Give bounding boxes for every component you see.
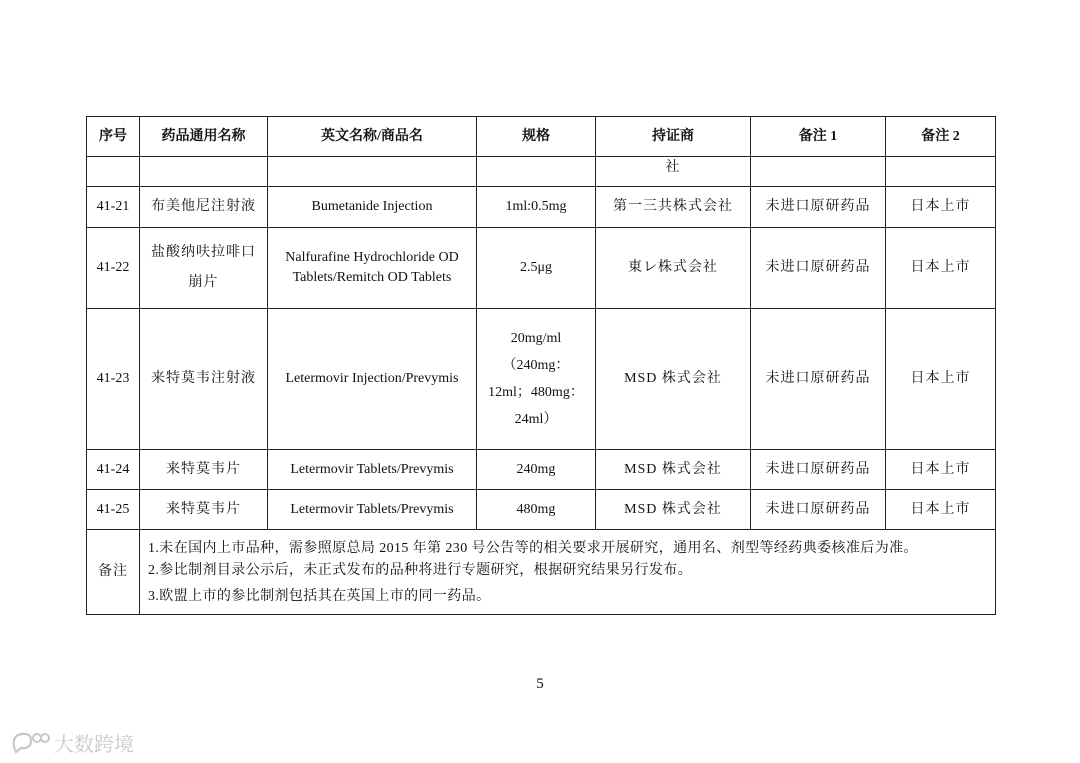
note-line: 1.未在国内上市品种，需参照原总局 2015 年第 230 号公告等的相关要求开展研究，通用名、剂型等经药典委核准后为准。 (148, 541, 918, 556)
generic-name-line: 盐酸纳呋拉啡口 (151, 245, 256, 260)
note1-cell: 未进口原研药品 (751, 490, 886, 530)
header-serial-no: 序号 (87, 117, 140, 157)
header-spec: 规格 (477, 117, 596, 157)
chat-bubble-icon (10, 729, 50, 755)
table-row-continuation (87, 157, 996, 187)
holder-cell: MSD 株式会社 (596, 309, 751, 450)
page-number: 5 (536, 676, 544, 692)
header-generic-name: 药品通用名称 (140, 117, 268, 157)
serial-no-cell: 41-24 (87, 450, 140, 490)
serial-no-cell: 41-23 (87, 309, 140, 450)
holder-cell: 第一三共株式会社 (596, 187, 751, 228)
generic-name-cell: 来特莫韦片 (140, 490, 268, 530)
english-name-cell: Bumetanide Injection (268, 187, 477, 228)
holder-cell: 社 (596, 157, 751, 187)
generic-name-line: 崩片 (188, 275, 219, 290)
note-line: 2.参比制剂目录公示后，未正式发布的品种将进行专题研究，根据研究结果另行发布。 (148, 563, 693, 578)
generic-name-cell (140, 228, 268, 309)
generic-name-cell: 来特莫韦注射液 (140, 309, 268, 450)
note2-cell: 日本上市 (886, 490, 996, 530)
spec-cell (477, 309, 596, 450)
spec-line: 24ml） (514, 412, 558, 427)
table-row (87, 490, 996, 530)
note1-cell: 未进口原研药品 (751, 309, 886, 450)
note1-cell: 未进口原研药品 (751, 450, 886, 490)
generic-name-cell: 来特莫韦片 (140, 450, 268, 490)
header-note2: 备注 2 (886, 117, 996, 157)
note2-cell: 日本上市 (886, 187, 996, 228)
note2-cell: 日本上市 (886, 450, 996, 490)
reference-drug-table (86, 116, 996, 615)
spec-line: 12ml；480mg： (488, 385, 584, 400)
english-name-cell: Nalfurafine Hydrochloride OD Tablets/Remitch OD Tablets (268, 228, 477, 309)
spec-cell: 2.5μg (477, 228, 596, 309)
note2-cell: 日本上市 (886, 228, 996, 309)
serial-no-cell: 41-25 (87, 490, 140, 530)
watermark-text: 大数跨境 (54, 731, 134, 756)
spec-line: 20mg/ml (510, 331, 562, 346)
serial-no-cell: 41-21 (87, 187, 140, 228)
serial-no-cell: 41-22 (87, 228, 140, 309)
note1-cell: 未进口原研药品 (751, 187, 886, 228)
spec-cell: 480mg (477, 490, 596, 530)
english-name-cell: Letermovir Injection/Prevymis (268, 309, 477, 450)
note2-cell: 日本上市 (886, 309, 996, 450)
header-note1: 备注 1 (751, 117, 886, 157)
header-english-name: 英文名称/商品名 (268, 117, 477, 157)
spec-line: （240mg： (502, 358, 570, 373)
holder-cell: MSD 株式会社 (596, 450, 751, 490)
holder-cell: MSD 株式会社 (596, 490, 751, 530)
spec-cell: 240mg (477, 450, 596, 490)
notes-label: 备注 (87, 530, 140, 615)
table-row (87, 187, 996, 228)
note1-cell: 未进口原研药品 (751, 228, 886, 309)
holder-cell: 東レ株式会社 (596, 228, 751, 309)
english-name-cell: Letermovir Tablets/Prevymis (268, 450, 477, 490)
notes-content (140, 530, 996, 615)
table-row (87, 228, 996, 309)
notes-row (87, 530, 996, 615)
table-row (87, 309, 996, 450)
table-row (87, 450, 996, 490)
table-header-row (87, 117, 996, 157)
generic-name-cell: 布美他尼注射液 (140, 187, 268, 228)
spec-cell: 1ml:0.5mg (477, 187, 596, 228)
watermark (10, 728, 134, 756)
english-name-cell: Letermovir Tablets/Prevymis (268, 490, 477, 530)
header-holder: 持证商 (596, 117, 751, 157)
note-line: 3.欧盟上市的参比制剂包括其在英国上市的同一药品。 (148, 589, 491, 604)
